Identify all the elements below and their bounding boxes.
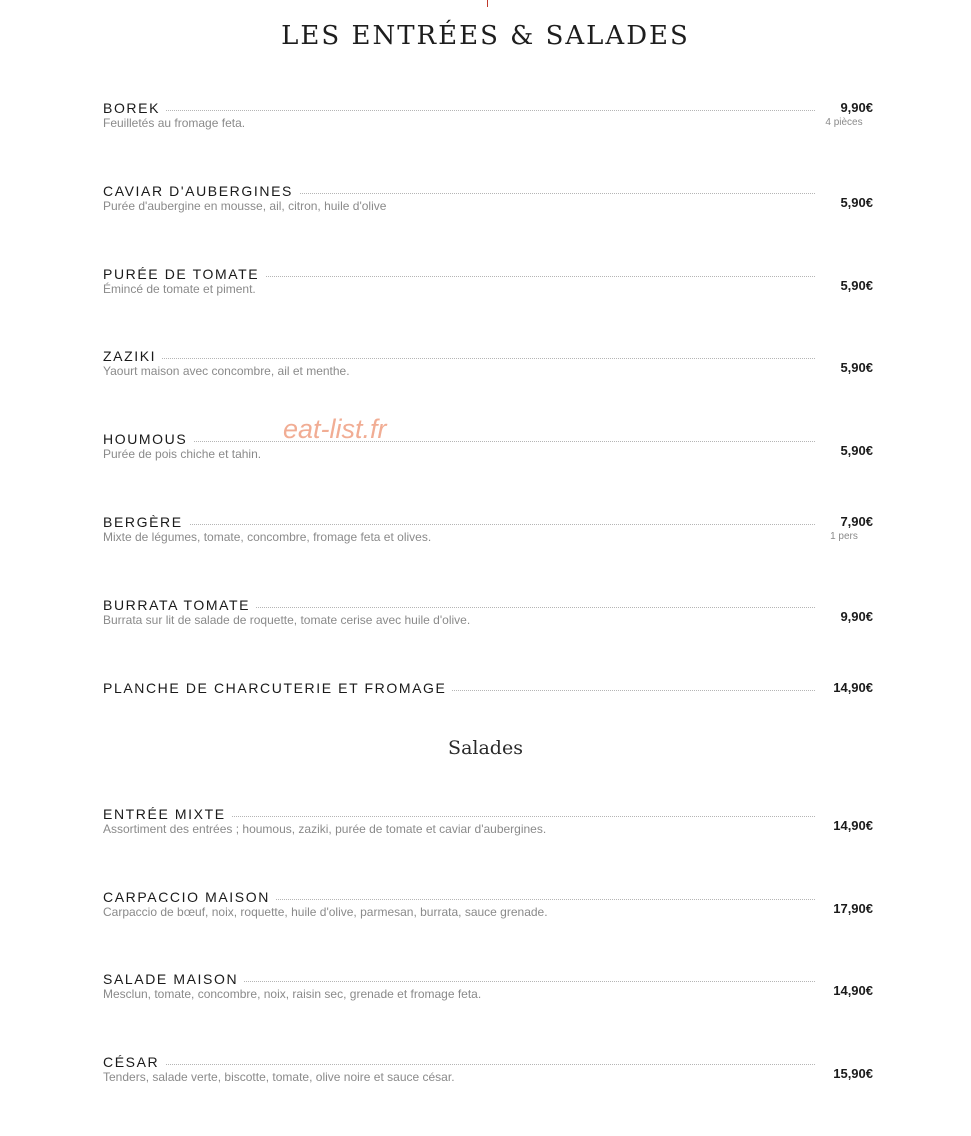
item-price: 5,90€ (840, 360, 873, 375)
item-price: 17,90€ (833, 901, 873, 916)
item-description: Yaourt maison avec concombre, ail et menthe. (103, 364, 350, 378)
menu-item (103, 887, 873, 943)
watermark: eat-list.fr (283, 414, 387, 444)
dot-leader (103, 110, 815, 111)
item-price: 5,90€ (840, 278, 873, 293)
item-name: CÉSAR (103, 1052, 165, 1072)
menu-item (103, 264, 873, 320)
menu-item (103, 512, 873, 568)
dot-leader (103, 441, 815, 442)
item-price: 5,90€ (840, 195, 873, 210)
item-description: Carpaccio de bœuf, noix, roquette, huile d'olive, parmesan, burrata, sauce grenade. (103, 905, 548, 919)
menu-item (103, 346, 873, 402)
menu-item (103, 969, 873, 1025)
menu-item (103, 181, 873, 237)
item-description: Mixte de légumes, tomate, concombre, fromage feta et olives. (103, 530, 432, 544)
item-description: Feuilletés au fromage feta. (103, 116, 246, 130)
item-name: CARPACCIO MAISON (103, 887, 276, 907)
item-description: Émincé de tomate et piment. (103, 282, 256, 296)
item-description: Purée d'aubergine en mousse, ail, citron, huile d'olive (103, 199, 387, 213)
dot-leader (103, 524, 815, 525)
item-description: Assortiment des entrées ; houmous, zaziki, purée de tomate et caviar d'aubergines. (103, 822, 547, 836)
item-name: CAVIAR D'AUBERGINES (103, 181, 299, 201)
top-divider-marker (487, 0, 488, 7)
menu-item (103, 429, 873, 485)
item-name: ZAZIKI (103, 346, 162, 366)
menu-item (103, 678, 873, 734)
item-price: 14,90€ (833, 818, 873, 833)
item-name: ENTRÉE MIXTE (103, 804, 232, 824)
dot-leader (103, 1064, 815, 1065)
item-price: 9,90€ (840, 609, 873, 624)
item-price: 9,90€ (840, 100, 873, 115)
item-price: 14,90€ (833, 680, 873, 695)
section-title-salades: Salades (448, 737, 523, 759)
item-description: Mesclun, tomate, concombre, noix, raisin sec, grenade et fromage feta. (103, 987, 482, 1001)
item-description: Tenders, salade verte, biscotte, tomate, olive noire et sauce césar. (103, 1070, 455, 1084)
page-title: LES ENTRÉES & SALADES (281, 21, 690, 51)
item-note: 4 pièces (825, 117, 863, 128)
dot-leader (103, 358, 815, 359)
menu-item (103, 98, 873, 154)
menu-item (103, 804, 873, 860)
item-price: 14,90€ (833, 983, 873, 998)
item-name: PURÉE DE TOMATE (103, 264, 265, 284)
item-description: Purée de pois chiche et tahin. (103, 447, 262, 461)
item-name: BURRATA TOMATE (103, 595, 256, 615)
item-note: 1 pers (830, 531, 858, 542)
item-name: PLANCHE DE CHARCUTERIE ET FROMAGE (103, 678, 452, 698)
menu-item (103, 595, 873, 651)
item-name: BERGÈRE (103, 512, 189, 532)
menu-item (103, 1052, 873, 1108)
item-price: 15,90€ (833, 1066, 873, 1081)
item-description: Burrata sur lit de salade de roquette, tomate cerise avec huile d'olive. (103, 613, 471, 627)
item-name: HOUMOUS (103, 429, 193, 449)
item-name: BOREK (103, 98, 166, 118)
item-price: 7,90€ (840, 514, 873, 529)
item-price: 5,90€ (840, 443, 873, 458)
item-name: SALADE MAISON (103, 969, 244, 989)
